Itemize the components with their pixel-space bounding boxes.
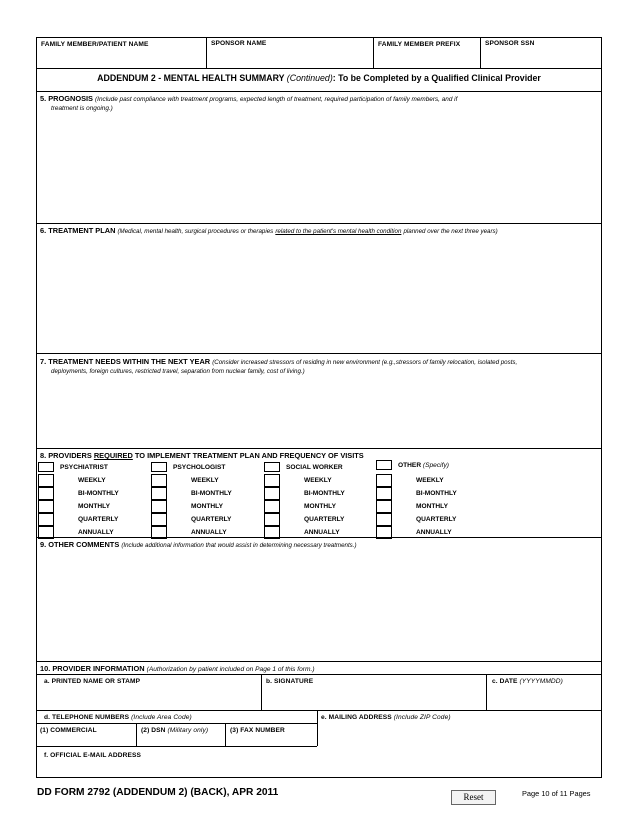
mailing-address-field[interactable] xyxy=(318,724,601,777)
psychologist-weekly-checkbox[interactable] xyxy=(151,474,167,487)
providers-title-a: 8. PROVIDERS xyxy=(40,451,92,460)
psychologist-label: PSYCHOLOGIST xyxy=(173,464,226,471)
telephone-subrow-line xyxy=(36,723,317,724)
section9-bottom-line xyxy=(36,661,602,662)
title-colon: : xyxy=(332,73,336,83)
other-comments-title: 9. OTHER COMMENTS xyxy=(40,540,120,549)
title-main: ADDENDUM 2 - MENTAL HEALTH SUMMARY xyxy=(97,73,285,83)
psychiatrist-weekly-checkbox[interactable] xyxy=(38,474,54,487)
social-worker-quarterly-checkbox[interactable] xyxy=(264,513,280,526)
treatment-plan-note-underlined: related to the patient's mental health condition xyxy=(275,228,402,235)
psychiatrist-bi-monthly-label: BI-MONTHLY xyxy=(78,490,119,497)
title-bottom-line xyxy=(36,91,602,92)
treatment-plan-field[interactable] xyxy=(37,236,601,353)
signature-field[interactable] xyxy=(262,688,485,709)
section10-heading-line xyxy=(36,674,602,675)
psychiatrist-checkbox[interactable] xyxy=(38,462,54,472)
section7-bottom-line xyxy=(36,448,602,449)
section8-bottom-line xyxy=(36,537,602,538)
family-member-patient-name-label: FAMILY MEMBER/PATIENT NAME xyxy=(41,41,149,48)
prognosis-heading xyxy=(40,94,457,103)
treatment-needs-note-line2: deployments, foreign cultures, restricted travel, separation from nuclear family, cost of living.) xyxy=(51,368,305,375)
psychiatrist-monthly-label: MONTHLY xyxy=(78,503,110,510)
social-worker-weekly-checkbox[interactable] xyxy=(264,474,280,487)
psychiatrist-label: PSYCHIATRIST xyxy=(60,464,108,471)
social-worker-weekly-label: WEEKLY xyxy=(304,477,332,484)
date-label-format: (YYYYMMDD) xyxy=(519,678,563,685)
prognosis-note-line2: treatment is ongoing.) xyxy=(51,105,113,112)
prognosis-field[interactable] xyxy=(37,115,601,223)
addendum-title xyxy=(36,73,602,83)
commercial-label: (1) COMMERCIAL xyxy=(40,727,97,734)
psychologist-bi-monthly-checkbox[interactable] xyxy=(151,487,167,500)
other-monthly-checkbox[interactable] xyxy=(376,500,392,513)
telephone-numbers-text: d. TELEPHONE NUMBERS xyxy=(44,714,130,721)
mailing-address-label xyxy=(321,714,451,721)
social-worker-bi-monthly-checkbox[interactable] xyxy=(264,487,280,500)
page-number: Page 10 of 11 Pages xyxy=(522,789,591,798)
dsn-phone-field[interactable] xyxy=(137,736,224,745)
other-provider-text: OTHER xyxy=(398,462,422,469)
other-comments-heading xyxy=(40,540,357,549)
social-worker-monthly-label: MONTHLY xyxy=(304,503,336,510)
treatment-plan-title: 6. TREATMENT PLAN xyxy=(40,226,116,235)
row-de-bottom-line xyxy=(36,746,317,747)
sponsor-name-label: SPONSOR NAME xyxy=(211,40,267,47)
telephone-numbers-label xyxy=(44,714,192,721)
psychiatrist-quarterly-label: QUARTERLY xyxy=(78,516,119,523)
social-worker-annually-label: ANNUALLY xyxy=(304,529,340,536)
telephone-numbers-note: (Include Area Code) xyxy=(131,714,192,721)
mailing-address-note: (Include ZIP Code) xyxy=(393,714,451,721)
social-worker-checkbox[interactable] xyxy=(264,462,280,472)
psychologist-quarterly-checkbox[interactable] xyxy=(151,513,167,526)
psychiatrist-quarterly-checkbox[interactable] xyxy=(38,513,54,526)
printed-name-field[interactable] xyxy=(37,688,260,709)
fax-number-label: (3) FAX NUMBER xyxy=(230,727,285,734)
providers-heading xyxy=(40,451,364,460)
title-rest: To be Completed by a Qualified Clinical Provider xyxy=(338,73,541,83)
other-provider-specify: (Specify) xyxy=(422,462,449,469)
treatment-needs-note-line1: (Consider increased stressors of residing in new environment (e.g.,stressors of family relocation, isolated posts, xyxy=(212,359,518,366)
dsn-label-note: (Military only) xyxy=(167,727,209,734)
treatment-needs-heading xyxy=(40,357,517,366)
title-continued: (Continued) xyxy=(286,73,333,83)
row-abc-bottom-line xyxy=(36,710,602,711)
psychologist-monthly-checkbox[interactable] xyxy=(151,500,167,513)
treatment-plan-note-a: (Medical, mental health, surgical procedures or therapies xyxy=(117,228,274,235)
treatment-plan-heading xyxy=(40,226,498,235)
other-monthly-label: MONTHLY xyxy=(416,503,448,510)
sponsor-ssn-field[interactable] xyxy=(481,50,601,67)
other-quarterly-label: QUARTERLY xyxy=(416,516,457,523)
prognosis-title: 5. PROGNOSIS xyxy=(40,94,93,103)
other-bi-monthly-label: BI-MONTHLY xyxy=(416,490,457,497)
family-member-patient-name-field[interactable] xyxy=(37,50,205,67)
other-bi-monthly-checkbox[interactable] xyxy=(376,487,392,500)
section5-bottom-line xyxy=(36,223,602,224)
psychologist-monthly-label: MONTHLY xyxy=(191,503,223,510)
other-comments-note: (Include additional information that would assist in determining necessary treatments.) xyxy=(121,542,357,549)
social-worker-label: SOCIAL WORKER xyxy=(286,464,343,471)
fax-number-field[interactable] xyxy=(226,736,316,745)
reset-button[interactable]: Reset xyxy=(451,790,496,805)
family-member-prefix-field[interactable] xyxy=(374,50,479,67)
psychologist-weekly-label: WEEKLY xyxy=(191,477,219,484)
psychologist-bi-monthly-label: BI-MONTHLY xyxy=(191,490,232,497)
psychiatrist-monthly-checkbox[interactable] xyxy=(38,500,54,513)
providers-title-required: REQUIRED xyxy=(93,451,133,460)
social-worker-quarterly-label: QUARTERLY xyxy=(304,516,345,523)
psychiatrist-annually-label: ANNUALLY xyxy=(78,529,114,536)
psychologist-quarterly-label: QUARTERLY xyxy=(191,516,232,523)
other-weekly-label: WEEKLY xyxy=(416,477,444,484)
signature-label: b. SIGNATURE xyxy=(266,678,314,685)
email-address-label: f. OFFICIAL E-MAIL ADDRESS xyxy=(44,752,141,759)
treatment-needs-field[interactable] xyxy=(37,378,601,448)
other-comments-field[interactable] xyxy=(37,550,601,660)
prognosis-note-line1: (Include past compliance with treatment programs, expected length of treatment, required participation of family members, and if xyxy=(95,96,458,103)
form-number: DD FORM 2792 (ADDENDUM 2) (BACK), APR 2011 xyxy=(37,787,279,798)
family-member-prefix-label: FAMILY MEMBER PREFIX xyxy=(378,41,461,48)
providers-title-b: TO IMPLEMENT TREATMENT PLAN AND FREQUENCY OF VISITS xyxy=(134,451,364,460)
other-provider-specify-field[interactable] xyxy=(440,460,600,471)
social-worker-monthly-checkbox[interactable] xyxy=(264,500,280,513)
psychiatrist-weekly-label: WEEKLY xyxy=(78,477,106,484)
mailing-address-text: e. MAILING ADDRESS xyxy=(321,714,392,721)
other-provider-checkbox[interactable] xyxy=(376,460,392,470)
provider-info-note: (Authorization by patient included on Page 1 of this form.) xyxy=(146,666,315,673)
treatment-plan-note-b: planned over the next three years) xyxy=(403,228,498,235)
treatment-needs-title: 7. TREATMENT NEEDS WITHIN THE NEXT YEAR xyxy=(40,357,211,366)
printed-name-label: a. PRINTED NAME OR STAMP xyxy=(44,678,141,685)
provider-info-heading xyxy=(40,664,315,673)
date-field[interactable] xyxy=(487,688,601,709)
dsn-label xyxy=(141,727,208,734)
other-weekly-checkbox[interactable] xyxy=(376,474,392,487)
provider-info-title: 10. PROVIDER INFORMATION xyxy=(40,664,145,673)
sponsor-name-field[interactable] xyxy=(207,50,372,67)
other-annually-label: ANNUALLY xyxy=(416,529,452,536)
section6-bottom-line xyxy=(36,353,602,354)
psychologist-checkbox[interactable] xyxy=(151,462,167,472)
commercial-phone-field[interactable] xyxy=(37,736,135,745)
social-worker-bi-monthly-label: BI-MONTHLY xyxy=(304,490,345,497)
psychiatrist-bi-monthly-checkbox[interactable] xyxy=(38,487,54,500)
date-label-text: c. DATE xyxy=(492,678,518,685)
other-quarterly-checkbox[interactable] xyxy=(376,513,392,526)
date-label xyxy=(492,678,563,685)
dsn-label-text: (2) DSN xyxy=(141,727,166,734)
psychologist-annually-label: ANNUALLY xyxy=(191,529,227,536)
header-bottom-line xyxy=(36,68,602,69)
sponsor-ssn-label: SPONSOR SSN xyxy=(485,40,535,47)
email-address-field[interactable] xyxy=(37,762,316,777)
